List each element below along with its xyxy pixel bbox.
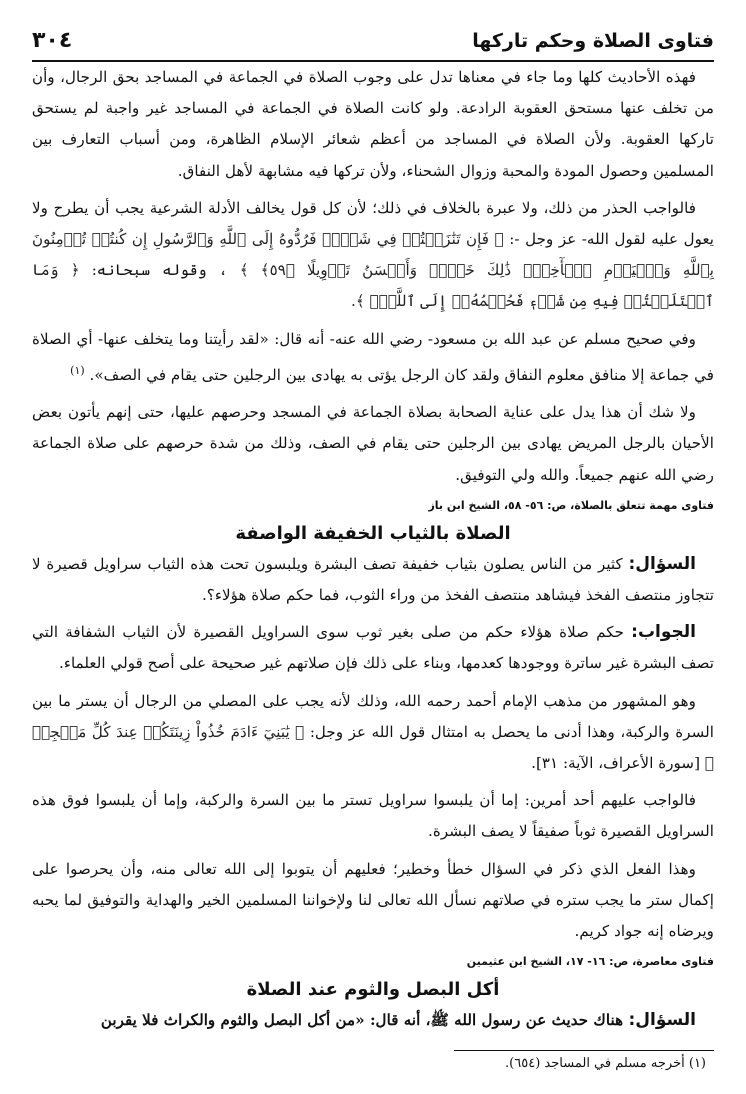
page-body — [32, 62, 714, 1042]
paragraph: فالواجب عليهم أحد أمرين: إما أن يلبسوا سراويل تستر ما بين السرة والركبة، وإما أن يلبسوا فوق هذه السراويل القصيرة ثوباً صفيقاً لا يصف البشرة. — [32, 791, 714, 841]
running-title: فتاوى الصلاة وحكم تاركها — [472, 30, 714, 52]
answer-text: حكم صلاة هؤلاء حكم من صلى بغير ثوب سوى السراويل القصيرة لأن الثياب الشفافة التي تصف البشرة غير ساترة ووجودها كعدمها، وبناء على ذلك فإن صلاتهم غير صحيحة على أصح قولي العلماء. — [32, 623, 714, 673]
source-citation: فتاوى مهمة تتعلق بالصلاة، ص: ٥٦- ٥٨، الشيخ ابن باز — [428, 498, 714, 512]
question-label: السؤال: — [628, 553, 696, 574]
footnote-divider — [454, 1050, 714, 1051]
question-text: هناك حديث عن رسول الله ﷺ، أنه قال: «من أكل البصل والثوم والكراث فلا يقربن — [100, 1011, 624, 1030]
paragraph-text: فالواجب الحذر من ذلك، ولا عبرة بالخلاف في ذلك؛ لأن كل قول يخالف الأدلة الشرعية يجب أن يطرح ولا يعول عليه لقول الله- عز وجل -: — [32, 198, 715, 249]
paragraph: وهذا الفعل الذي ذكر في السؤال خطأ وخطير؛ فعليهم أن يتوبوا إلى الله تعالى منه، وأن يحرصوا على إكمال ستر ما يجب ستره في صلاتهم نسأل الله تعالى لنا ولإخواننا المسلمين الخير والهداية والتوفيق لما يحبه ويرضاه إنه جواد كريم. — [32, 859, 714, 940]
question-paragraph — [32, 1005, 714, 1036]
section-heading: الصلاة بالثياب الخفيفة الواصفة — [235, 522, 511, 544]
section-heading: أكل البصل والثوم عند الصلاة — [246, 979, 500, 1001]
question-label: السؤال: — [628, 1010, 696, 1031]
question-paragraph — [32, 549, 714, 611]
answer-label: الجواب: — [631, 622, 696, 643]
paragraph-text: وفي صحيح مسلم عن عبد الله بن مسعود- رضي الله عنه- أنه قال: «لقد رأيتنا وما يتخلف عنها- أي الصلاة في جماعة إلا منافق معلوم النفاق ولقد كان الرجل يؤتى به يهادى بين الرجلين حتى يقام في الصف». — [32, 329, 714, 384]
paragraph-text: ، وقوله سبحانه: — [91, 261, 228, 280]
footnote-ref: (١) — [70, 363, 85, 377]
source-citation: فتاوى معاصرة، ص: ١٦- ١٧، الشيخ ابن عثيمين — [466, 955, 714, 969]
paragraph: فهذه الأحاديث كلها وما جاء في معناها تدل على وجوب الصلاة في الجماعة في المساجد بحق الرجال، وأن من تخلف عنها مستحق العقوبة الرادعة. ولو كانت الصلاة في الجماعة في المساجد غير واجبة لم يستحق تاركها العقوبة. ولأن الصلاة في المساجد من أعظم شعائر الإسلام الظاهرة، ومن أسباب التعارف بين المسلمين وحصول المودة والمحبة وزوال الشحناء، ولأن تركها فيه مشابهة لأهل النفاق. — [32, 68, 714, 180]
quran-verse: ﴿ فَإِن تَنَٰزَعۡتُمۡ فِي شَيۡءٖ فَرُدُّوهُ إِلَى ٱللَّهِ وَٱلرَّسُولِ إِن كُنتُمۡ تُؤۡمِنُونَ بِٱللَّهِ وَٱلۡيَوۡمِ ٱلۡأٓخِرِۚ ذَٰلِكَ خَيۡرٞ وَأَحۡسَنُ تَأۡوِيلًا ﴿٥٩﴾ ﴾ — [32, 230, 714, 280]
paragraph — [32, 686, 714, 780]
question-text: كثير من الناس يصلون بثياب خفيفة تصف البشرة ويلبسون تحت هذه الثياب سراويل قصيرة لا تتجاوز منتصف الفخذ فيشاهد منتصف الفخذ من وراء الثوب، فما حكم صلاة هؤلاء؟. — [32, 554, 714, 604]
paragraph-text: وهو المشهور من مذهب الإمام أحمد رحمه الله، وذلك لأنه يجب على المصلي من الرجال أن يستر ما بين السرة والركبة، وهذا أدنى ما يحصل به امتثال قول الله عز وجل: — [32, 691, 714, 741]
paragraph: ولا شك أن هذا يدل على عناية الصحابة بصلاة الجماعة في المسجد وحرصهم عليها، حتى إنهم يأتون بعض الأحيان بالرجل المريض يهادى بين الرجلين حتى يقام في الصف، وذلك من شدة حرصهم على صلاة الجماعة رضي الله عنهم جميعاً. والله ولي التوفيق. — [32, 403, 714, 484]
page-header — [32, 26, 714, 62]
answer-paragraph — [32, 617, 714, 679]
paragraph — [32, 193, 714, 318]
quran-verse: ﴿ وَمَا ٱخۡتَلَفۡتُمۡ فِيهِ مِن شَيۡءٖ فَحُكۡمُهُۥٓ إِلَى ٱللَّهِۚ ﴾. — [32, 261, 714, 311]
footnote: (١) أخرجه مسلم في المساجد (٦٥٤). — [505, 1056, 706, 1071]
quran-verse: ﴿ يَٰبَنِيٓ ءَادَمَ خُذُواْ زِينَتَكُمۡ عِندَ كُلِّ مَسۡجِدٖ ﴾ — [32, 722, 714, 772]
verse-reference: [سورة الأعراف، الآية: ٣١]. — [531, 753, 701, 772]
paragraph — [32, 324, 714, 391]
page-number: ٣٠٤ — [32, 28, 73, 53]
